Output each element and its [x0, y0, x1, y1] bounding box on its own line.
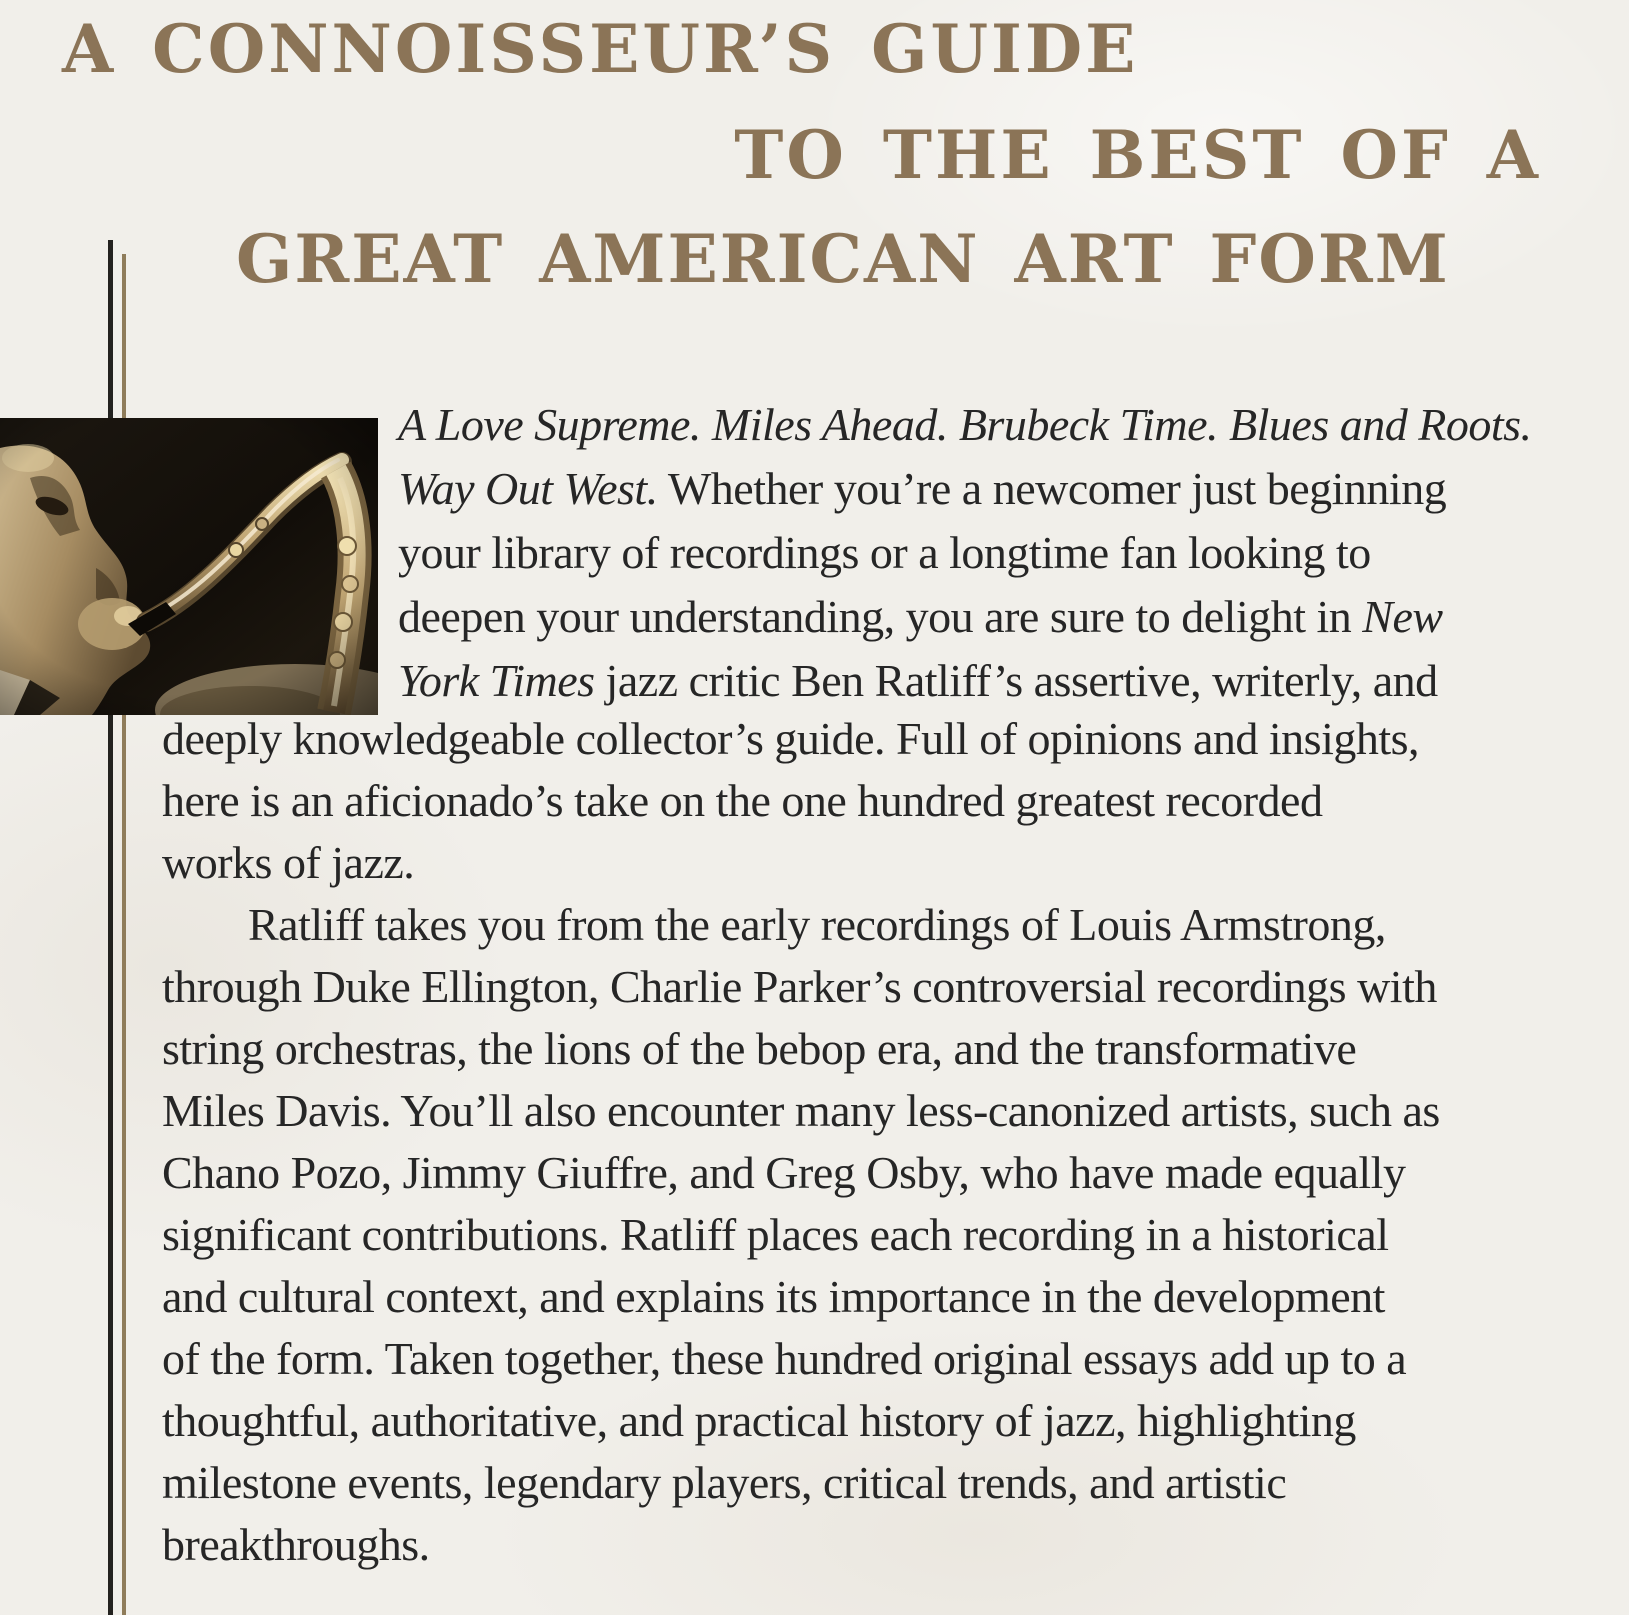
headline-line-1: A CONNOISSEUR’S GUIDE — [62, 10, 1139, 88]
text-segment: Chano Pozo, Jimmy Giuffre, and Greg Osby, who have made equally — [162, 1147, 1406, 1198]
body-text-line — [398, 463, 1447, 514]
body-text-line — [162, 713, 1420, 764]
text-segment: deeply knowledgeable collector’s guide. Full of opinions and insights, — [162, 713, 1420, 764]
text-segment: string orchestras, the lions of the bebop era, and the transformative — [162, 1023, 1357, 1074]
text-segment: of the form. Taken together, these hundred original essays add up to a — [162, 1333, 1407, 1384]
body-text-line — [162, 961, 1437, 1012]
body-text-line — [162, 1271, 1385, 1322]
body-text-line — [162, 1023, 1357, 1074]
text-segment: Whether you’re a newcomer just beginning — [657, 463, 1447, 514]
headline-line-2: TO THE BEST OF A — [734, 116, 1541, 194]
text-segment: your library of recordings or a longtime fan looking to — [398, 527, 1371, 578]
body-text-line — [162, 1333, 1407, 1384]
italic-text-segment: New — [1362, 591, 1443, 642]
text-segment: milestone events, legendary players, critical trends, and artistic — [162, 1457, 1287, 1508]
saxophonist-photo — [0, 418, 378, 715]
body-text-line — [398, 527, 1371, 578]
body-text-line — [162, 1519, 430, 1570]
body-text-line — [162, 1147, 1406, 1198]
text-segment: breakthroughs. — [162, 1519, 430, 1570]
text-segment: here is an aficionado’s take on the one hundred greatest recorded — [162, 775, 1323, 826]
body-text-line — [162, 837, 415, 888]
text-segment: jazz critic Ben Ratliff’s assertive, writerly, and — [594, 655, 1438, 706]
italic-text-segment: A Love Supreme. Miles Ahead. Brubeck Time. Blues and Roots. — [398, 399, 1532, 450]
body-text-line — [162, 1085, 1440, 1136]
text-segment: Miles Davis. You’ll also encounter many less-canonized artists, such as — [162, 1085, 1440, 1136]
body-text-line — [162, 1209, 1389, 1260]
body-text-line — [162, 1457, 1287, 1508]
text-segment: thoughtful, authoritative, and practical history of jazz, highlighting — [162, 1395, 1356, 1446]
italic-text-segment: York Times — [398, 655, 595, 706]
text-segment: through Duke Ellington, Charlie Parker’s controversial recordings with — [162, 961, 1437, 1012]
text-segment: works of jazz. — [162, 837, 415, 888]
body-text-line — [398, 399, 1532, 450]
body-text-line — [398, 655, 1438, 706]
body-text-line — [162, 1395, 1356, 1446]
text-segment: significant contributions. Ratliff places each recording in a historical — [162, 1209, 1389, 1260]
text-segment: deepen your understanding, you are sure to delight in — [398, 591, 1363, 642]
body-text-line — [398, 591, 1443, 642]
headline-line-3: GREAT AMERICAN ART FORM — [236, 220, 1450, 298]
text-segment: and cultural context, and explains its importance in the development — [162, 1271, 1385, 1322]
text-segment: Ratliff takes you from the early recordings of Louis Armstrong, — [248, 899, 1386, 950]
body-text-line — [248, 899, 1386, 950]
italic-text-segment: Way Out West. — [398, 463, 658, 514]
body-text-line — [162, 775, 1323, 826]
